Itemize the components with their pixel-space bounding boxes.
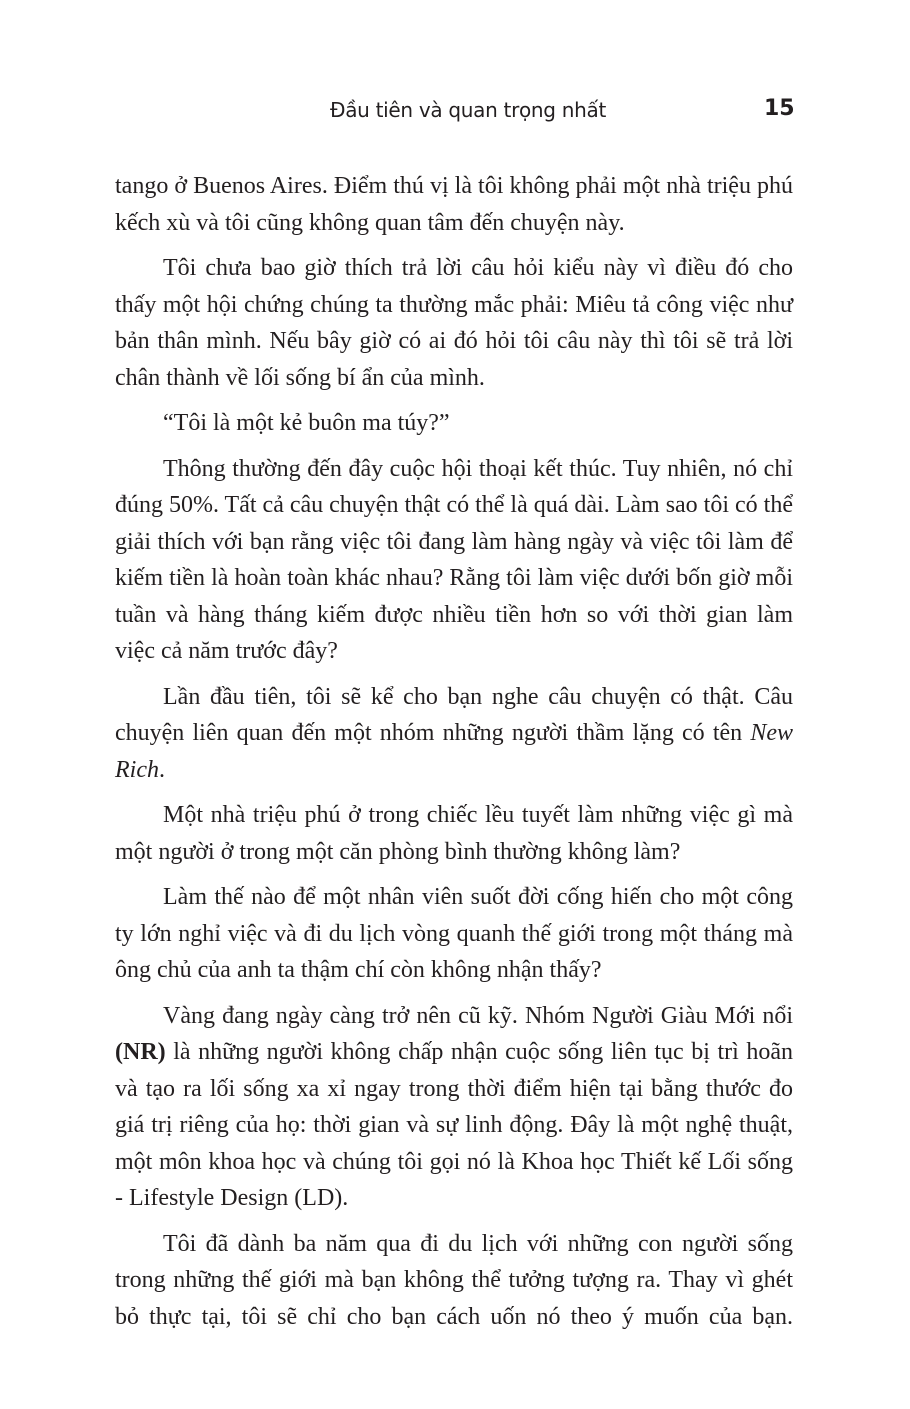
paragraph: [115, 998, 793, 1217]
paragraph-tail: là những người không chấp nhận cuộc sống liên tục bị trì hoãn và tạo ra lối sống xa xỉ ngay trong thời điểm hiện tại bằng thước đo giá trị riêng của họ: thời gian và sự linh động. Đây là một nghệ thuật, một môn khoa học và chúng tôi gọi nó là Khoa học Thiết kế Lối sống - Lifestyle Design (LD).: [115, 1039, 793, 1211]
page-number: 15: [764, 96, 795, 121]
paragraph: Tôi đã dành ba năm qua đi du lịch với những con người sống trong những thế giới mà bạn không thể tưởng tượng ra. Thay vì ghét bỏ thực tại, tôi sẽ chỉ cho bạn cách uốn nó theo ý muốn của bạn.: [115, 1230, 793, 1330]
body-text: [115, 168, 793, 1344]
paragraph: [115, 679, 793, 789]
paragraph: Tôi chưa bao giờ thích trả lời câu hỏi kiểu này vì điều đó cho thấy một hội chứng chúng ta thường mắc phải: Miêu tả công việc như bản thân mình. Nếu bây giờ có ai đó hỏi tôi câu này thì tôi sẽ trả lời chân thành về lối sống bí ẩn của mình.: [115, 255, 793, 391]
running-title: Đầu tiên và quan trọng nhất: [330, 98, 607, 122]
paragraph: “Tôi là một kẻ buôn ma túy?”: [163, 410, 450, 436]
strong-nr: (NR): [115, 1039, 166, 1065]
paragraph: Một nhà triệu phú ở trong chiếc lều tuyết làm những việc gì mà một người ở trong một căn phòng bình thường không làm?: [115, 802, 793, 865]
paragraph-text: Lần đầu tiên, tôi sẽ kể cho bạn nghe câu chuyện có thật. Câu chuyện liên quan đến một nhóm những người thầm lặng có tên: [115, 683, 793, 746]
paragraph: tango ở Buenos Aires. Điểm thú vị là tôi không phải một nhà triệu phú kếch xù và tôi cũng không quan tâm đến chuyện này.: [115, 173, 793, 236]
paragraph: Làm thế nào để một nhân viên suốt đời cống hiến cho một công ty lớn nghỉ việc và đi du lịch vòng quanh thế giới trong một tháng mà ông chủ của anh ta thậm chí còn không nhận thấy?: [115, 884, 793, 983]
emphasis-new-rich: New Rich: [115, 720, 793, 783]
running-header: [0, 96, 910, 126]
paragraph: Thông thường đến đây cuộc hội thoại kết thúc. Tuy nhiên, nó chỉ đúng 50%. Tất cả câu chuyện thật có thể là quá dài. Làm sao tôi có thể giải thích với bạn rằng việc tôi đang làm hàng ngày và việc tôi làm để kiếm tiền là hoàn toàn khác nhau? Rằng tôi làm việc dưới bốn giờ mỗi tuần và hàng tháng kiếm được nhiều tiền hơn so với thời gian làm việc cả năm trước đây?: [115, 455, 793, 664]
paragraph-text: Vàng đang ngày càng trở nên cũ kỹ. Nhóm Người Giàu Mới nổi: [163, 1002, 793, 1029]
paragraph-tail: .: [158, 756, 165, 783]
